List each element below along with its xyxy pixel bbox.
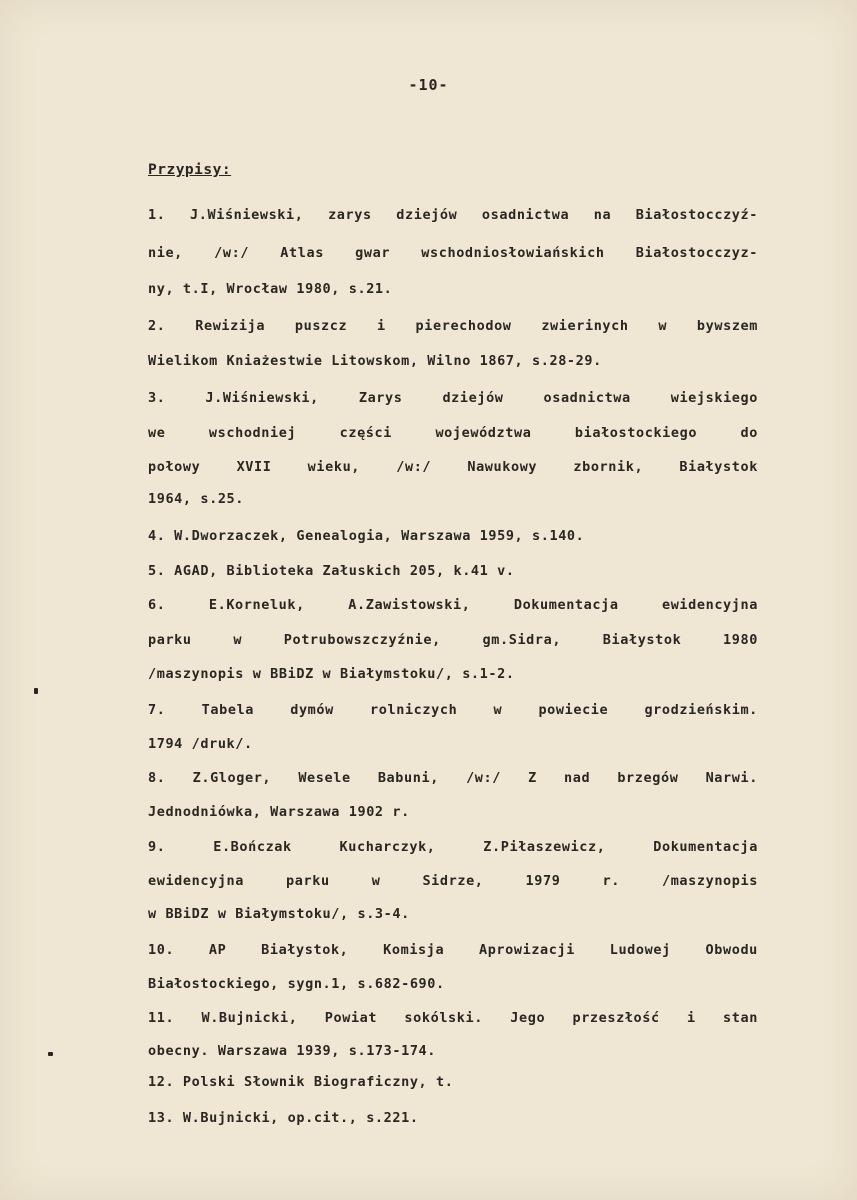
footnote-line: ewidencyjna parku w Sidrze, 1979 r. /maszynopis — [148, 873, 758, 889]
footnote-line: Białostockiego, sygn.1, s.682-690. — [148, 976, 445, 992]
footnote-line: 1. J.Wiśniewski, zarys dziejów osadnictwa na Białostocczyź- — [148, 207, 758, 223]
footnote-line: 1794 /druk/. — [148, 736, 253, 752]
footnote-line: 8. Z.Gloger, Wesele Babuni, /w:/ Z nad brzegów Narwi. — [148, 770, 758, 786]
footnote-line: 9. E.Bończak Kucharczyk, Z.Piłaszewicz, Dokumentacja — [148, 839, 758, 855]
footnote-line: Wielikom Kniażestwie Litowskom, Wilno 1867, s.28-29. — [148, 353, 602, 369]
footnote-line: 11. W.Bujnicki, Powiat sokólski. Jego przeszłość i stan — [148, 1010, 758, 1026]
footnote-line: we wschodniej części województwa białostockiego do — [148, 425, 758, 441]
footnote-line: 5. AGAD, Biblioteka Załuskich 205, k.41 v. — [148, 563, 515, 579]
footnote-line: Jednodniówka, Warszawa 1902 r. — [148, 804, 410, 820]
footnote-line: nie, /w:/ Atlas gwar wschodniosłowiańskich Białostocczyz- — [148, 245, 758, 261]
footnote-line: w BBiDZ w Białymstoku/, s.3-4. — [148, 906, 410, 922]
footnote-line: ny, t.I, Wrocław 1980, s.21. — [148, 281, 393, 297]
footnote-line: obecny. Warszawa 1939, s.173-174. — [148, 1043, 437, 1059]
margin-mark — [34, 688, 38, 694]
footnotes-heading: Przypisy: — [148, 162, 232, 178]
footnote-line: 12. Polski Słownik Biograficzny, t. — [148, 1074, 454, 1090]
footnote-line: 7. Tabela dymów rolniczych w powiecie grodzieńskim. — [148, 702, 758, 718]
footnote-line: /maszynopis w BBiDZ w Białymstoku/, s.1-2. — [148, 666, 515, 682]
footnote-line: 10. AP Białystok, Komisja Aprowizacji Ludowej Obwodu — [148, 942, 758, 958]
footnote-line: 6. E.Korneluk, A.Zawistowski, Dokumentacja ewidencyjna — [148, 597, 758, 613]
footnote-line: 4. W.Dworzaczek, Genealogia, Warszawa 1959, s.140. — [148, 528, 585, 544]
footnote-line: połowy XVII wieku, /w:/ Nawukowy zbornik, Białystok — [148, 459, 758, 475]
margin-mark — [48, 1052, 53, 1056]
footnote-line: 2. Rewizija puszcz i pierechodow zwierinych w bywszem — [148, 318, 758, 334]
footnote-line: parku w Potrubowszczyźnie, gm.Sidra, Białystok 1980 — [148, 632, 758, 648]
page-number: -10- — [408, 76, 449, 94]
footnote-line: 3. J.Wiśniewski, Zarys dziejów osadnictwa wiejskiego — [148, 390, 758, 406]
footnote-line: 13. W.Bujnicki, op.cit., s.221. — [148, 1110, 419, 1126]
footnote-line: 1964, s.25. — [148, 491, 245, 507]
